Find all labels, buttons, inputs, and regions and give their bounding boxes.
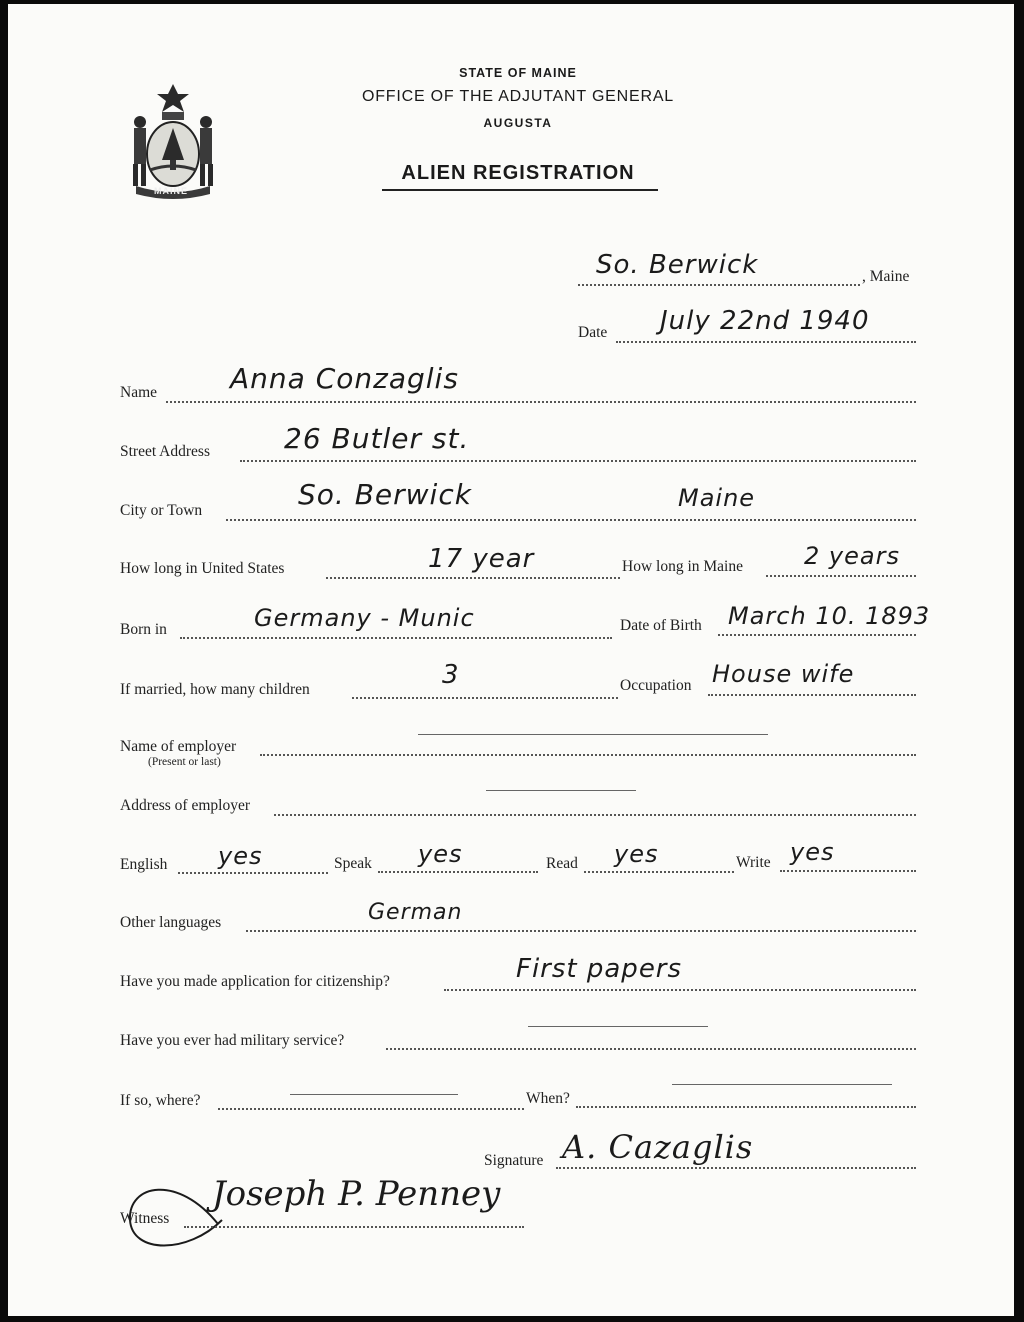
witness-line [184,1226,524,1228]
date-label: Date [578,324,608,341]
header-office: OFFICE OF THE ADJUTANT GENERAL [361,88,675,105]
children-label: If married, how many children [120,681,310,698]
witness-label: Witness [120,1210,170,1227]
children-entry: 3 [442,660,460,690]
other-languages-line [246,930,916,932]
write-label: Write [736,854,771,871]
date-of-birth-line [718,634,916,636]
citizenship-line [444,989,916,991]
if-so-where-dash [290,1094,458,1095]
speak-line [378,871,538,873]
city-entry: So. Berwick [298,478,472,511]
read-label: Read [546,855,578,872]
born-in-entry: Germany - Munic [254,604,475,632]
when-line [576,1106,916,1108]
witness-entry: Joseph P. Penney [212,1174,501,1214]
if-so-where-line [218,1108,524,1110]
state-seal-icon [118,82,228,204]
signature-entry: A. Cazaglis [562,1128,754,1166]
occupation-line [708,694,916,696]
header-state: STATE OF MAINE [459,66,577,80]
employer-name-sublabel: (Present or last) [148,756,221,768]
employer-address-label: Address of employer [120,797,250,814]
born-in-line [180,637,612,639]
seal-label: MAINE [154,186,188,196]
occupation-entry: House wife [712,660,855,688]
speak-label: Speak [334,855,372,872]
city-line [226,519,916,521]
write-entry: yes [790,838,835,866]
signature-label: Signature [484,1152,544,1169]
how-long-maine-label: How long in Maine [622,558,743,575]
other-languages-label: Other languages [120,914,222,931]
military-line [386,1048,916,1050]
citizenship-label: Have you made application for citizenship? [120,973,390,990]
how-long-us-line [326,577,620,579]
when-label: When? [526,1090,570,1107]
employer-name-dash [418,734,768,735]
military-label: Have you ever had military service? [120,1032,345,1049]
employer-address-dash [486,790,636,791]
if-so-where-label: If so, where? [120,1092,201,1109]
registration-form [8,4,1014,1316]
read-line [584,871,734,873]
title-underline [382,189,658,191]
how-long-us-entry: 17 year [428,544,535,574]
english-entry: yes [218,842,263,870]
page-title: ALIEN REGISTRATION [401,162,635,184]
date-line [616,341,916,343]
name-line [166,401,916,403]
date-of-birth-label: Date of Birth [620,617,702,634]
street-address-label: Street Address [120,443,210,460]
place-suffix: , Maine [862,268,910,285]
name-entry: Anna Conzaglis [230,362,459,395]
military-dash [528,1026,708,1027]
place-entry: So. Berwick [596,250,759,280]
how-long-us-label: How long in United States [120,560,285,577]
date-of-birth-entry: March 10. 1893 [728,602,931,630]
when-dash [672,1084,892,1085]
citizenship-entry: First papers [516,954,683,984]
employer-name-line [260,754,916,756]
children-line [352,697,618,699]
state-entry: Maine [678,484,756,512]
occupation-label: Occupation [620,677,692,694]
name-label: Name [120,384,158,401]
speak-entry: yes [418,840,463,868]
header-city: AUGUSTA [483,116,553,130]
write-line [780,870,916,872]
street-address-line [240,460,916,462]
how-long-maine-entry: 2 years [804,542,900,570]
signature-line [556,1167,916,1169]
place-line [578,284,860,286]
english-label: English [120,856,168,873]
street-address-entry: 26 Butler st. [284,422,470,455]
employer-address-line [274,814,916,816]
city-label: City or Town [120,502,203,519]
other-languages-entry: German [368,900,463,925]
how-long-maine-line [766,575,916,577]
read-entry: yes [614,840,659,868]
employer-name-label: Name of employer [120,738,237,755]
born-in-label: Born in [120,621,167,638]
english-line [178,872,328,874]
date-entry: July 22nd 1940 [660,306,870,336]
